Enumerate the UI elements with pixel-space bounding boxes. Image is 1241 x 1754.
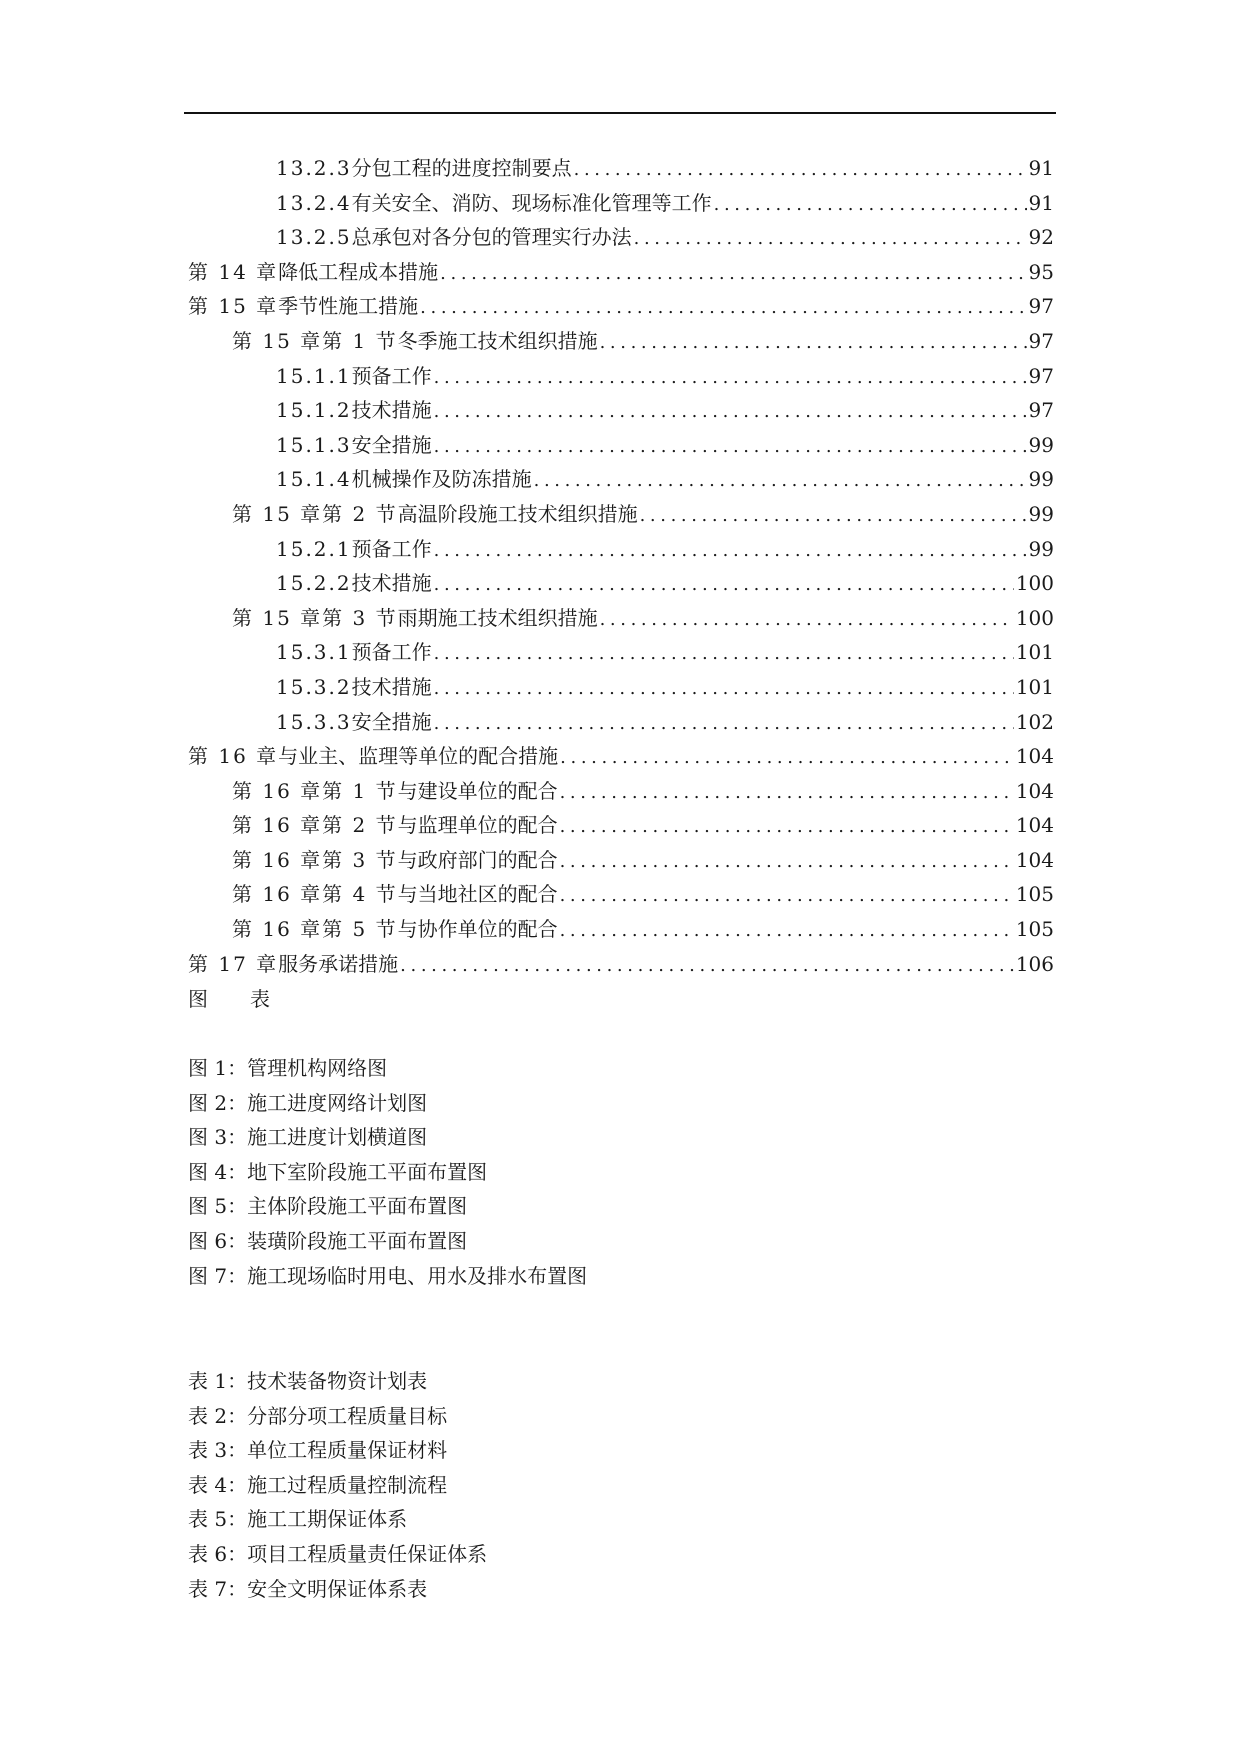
toc-entry-page: 99: [1028, 501, 1054, 526]
figure-list-item[interactable]: 图 2：施工进度网络计划图: [188, 1090, 428, 1115]
heading-tables: 表: [250, 987, 270, 1011]
toc-dot-leader: [714, 194, 1027, 215]
toc-dot-leader: [640, 505, 1027, 526]
toc-entry-page: 104: [1015, 778, 1054, 803]
table-list-item[interactable]: 表 6：项目工程质量责任保证体系: [188, 1541, 488, 1566]
toc-dot-leader: [434, 367, 1027, 388]
toc-dot-leader: [560, 885, 1014, 906]
toc-entry-number: 15.1.3: [276, 432, 352, 457]
toc-entry-number: 13.2.5: [276, 225, 352, 250]
toc-entry-page: 105: [1015, 882, 1054, 907]
toc-entry-title: 技术措施: [351, 571, 432, 596]
toc-entry-title: 与当地社区的配合: [397, 882, 558, 907]
figures-tables-heading: [188, 983, 270, 1012]
toc-entry-number: 15.3.3: [276, 709, 352, 734]
toc-entry[interactable]: [188, 878, 1054, 913]
table-of-contents: [188, 152, 1054, 982]
toc-entry-title: 预备工作: [351, 363, 432, 388]
toc-entry-page: 100: [1015, 605, 1054, 630]
toc-entry-number: 第 14 章: [188, 259, 279, 284]
toc-entry[interactable]: [188, 913, 1054, 948]
toc-entry-page: 104: [1015, 744, 1054, 769]
toc-entry-page: 105: [1015, 917, 1054, 942]
toc-dot-leader: [560, 920, 1014, 941]
toc-dot-leader: [400, 955, 1014, 976]
toc-entry[interactable]: [188, 498, 1054, 533]
toc-entry-number: 第 16 章第 4 节: [232, 882, 398, 907]
toc-entry-number: 第 16 章第 1 节: [232, 778, 398, 803]
toc-entry[interactable]: [188, 809, 1054, 844]
toc-entry-title: 与政府部门的配合: [397, 847, 558, 872]
toc-dot-leader: [434, 643, 1014, 664]
figure-list-item[interactable]: 图 3：施工进度计划横道图: [188, 1125, 428, 1150]
figure-list-item[interactable]: 图 1：管理机构网络图: [188, 1056, 388, 1080]
toc-entry[interactable]: [188, 152, 1054, 187]
toc-entry-number: 15.1.1: [276, 363, 352, 388]
toc-entry-number: 15.2.2: [276, 571, 352, 596]
toc-entry-number: 第 16 章第 3 节: [232, 847, 398, 872]
figure-list-item[interactable]: 图 6：装璜阶段施工平面布置图: [188, 1228, 468, 1253]
toc-entry[interactable]: [188, 463, 1054, 498]
toc-dot-leader: [434, 713, 1014, 734]
toc-entry-number: 15.1.4: [276, 467, 352, 492]
toc-entry-number: 第 15 章第 1 节: [232, 328, 398, 353]
figure-list-item[interactable]: 图 5：主体阶段施工平面布置图: [188, 1194, 468, 1219]
table-list-item[interactable]: 表 4：施工过程质量控制流程: [188, 1472, 448, 1497]
table-list-item[interactable]: 表 5：施工工期保证体系: [188, 1507, 408, 1532]
table-list-item[interactable]: 表 7：安全文明保证体系表: [188, 1576, 428, 1601]
toc-entry[interactable]: [188, 844, 1054, 879]
toc-entry-number: 15.3.1: [276, 640, 352, 665]
toc-entry[interactable]: [188, 256, 1054, 291]
toc-entry[interactable]: [188, 394, 1054, 429]
figure-list: [188, 1052, 587, 1294]
toc-entry-number: 第 15 章: [188, 294, 279, 319]
toc-dot-leader: [574, 159, 1027, 180]
table-list-item[interactable]: 表 3：单位工程质量保证材料: [188, 1438, 448, 1463]
toc-entry-title: 与业主、监理等单位的配合措施: [278, 744, 559, 769]
toc-entry-title: 分包工程的进度控制要点: [351, 156, 572, 180]
table-list-item[interactable]: 表 2：分部分项工程质量目标: [188, 1403, 448, 1428]
table-list-item[interactable]: 表 1：技术装备物资计划表: [188, 1369, 428, 1393]
toc-entry-number: 15.1.2: [276, 398, 352, 423]
heading-figures: 图: [188, 987, 208, 1011]
toc-entry-title: 总承包对各分包的管理实行办法: [351, 225, 632, 250]
toc-dot-leader: [434, 574, 1014, 595]
toc-entry-page: 104: [1015, 847, 1054, 872]
toc-entry-page: 99: [1028, 432, 1054, 457]
toc-dot-leader: [600, 332, 1027, 353]
toc-entry-page: 97: [1028, 328, 1054, 353]
toc-dot-leader: [434, 401, 1027, 422]
toc-entry-page: 95: [1028, 259, 1054, 284]
figure-list-item[interactable]: 图 7：施工现场临时用电、用水及排水布置图: [188, 1263, 588, 1288]
toc-entry-title: 冬季施工技术组织措施: [397, 328, 598, 353]
toc-entry-title: 雨期施工技术组织措施: [397, 605, 598, 630]
toc-entry-title: 与建设单位的配合: [397, 778, 558, 803]
toc-entry-title: 服务承诺措施: [278, 951, 399, 976]
toc-entry-title: 机械操作及防冻措施: [351, 467, 532, 492]
toc-dot-leader: [434, 540, 1027, 561]
toc-dot-leader: [560, 851, 1014, 872]
toc-entry-number: 第 16 章: [188, 744, 279, 769]
toc-entry[interactable]: [188, 636, 1054, 671]
toc-dot-leader: [634, 228, 1027, 249]
toc-entry-page: 97: [1028, 363, 1054, 388]
toc-entry[interactable]: [188, 325, 1054, 360]
figure-list-item[interactable]: 图 4：地下室阶段施工平面布置图: [188, 1159, 488, 1184]
toc-entry-title: 降低工程成本措施: [278, 259, 439, 284]
header-rule: [184, 112, 1056, 114]
toc-entry-page: 91: [1028, 156, 1054, 180]
toc-entry[interactable]: [188, 567, 1054, 602]
toc-entry-title: 季节性施工措施: [278, 294, 419, 319]
toc-entry[interactable]: [188, 602, 1054, 637]
toc-dot-leader: [560, 782, 1014, 803]
toc-entry-number: 第 17 章: [188, 951, 279, 976]
toc-entry-number: 第 16 章第 5 节: [232, 917, 398, 942]
toc-entry-page: 102: [1015, 709, 1054, 734]
toc-entry-number: 15.3.2: [276, 674, 352, 699]
toc-dot-leader: [534, 470, 1027, 491]
toc-entry-title: 与协作单位的配合: [397, 917, 558, 942]
table-list: [188, 1365, 487, 1607]
toc-entry-page: 99: [1028, 536, 1054, 561]
toc-entry[interactable]: [188, 429, 1054, 464]
toc-dot-leader: [434, 678, 1014, 699]
toc-dot-leader: [600, 609, 1014, 630]
toc-entry-page: 97: [1028, 398, 1054, 423]
toc-entry-number: 第 15 章第 3 节: [232, 605, 398, 630]
toc-entry[interactable]: [188, 740, 1054, 775]
toc-entry[interactable]: [188, 948, 1054, 983]
toc-dot-leader: [420, 297, 1026, 318]
toc-entry-number: 第 15 章第 2 节: [232, 501, 398, 526]
toc-entry-title: 预备工作: [351, 536, 432, 561]
toc-entry-page: 91: [1028, 190, 1054, 215]
toc-entry-title: 技术措施: [351, 398, 432, 423]
toc-entry-number: 第 16 章第 2 节: [232, 813, 398, 838]
toc-dot-leader: [560, 816, 1014, 837]
toc-entry-page: 101: [1015, 674, 1054, 699]
toc-entry-number: 15.2.1: [276, 536, 352, 561]
toc-entry[interactable]: [188, 671, 1054, 706]
toc-entry[interactable]: [188, 221, 1054, 256]
toc-entry-title: 预备工作: [351, 640, 432, 665]
toc-entry-title: 安全措施: [351, 432, 432, 457]
toc-entry-page: 101: [1015, 640, 1054, 665]
toc-dot-leader: [560, 747, 1014, 768]
toc-entry-number: 13.2.4: [276, 190, 352, 215]
toc-entry-page: 100: [1015, 571, 1054, 596]
toc-entry-page: 92: [1028, 225, 1054, 250]
toc-entry-title: 高温阶段施工技术组织措施: [397, 501, 638, 526]
toc-entry-title: 与监理单位的配合: [397, 813, 558, 838]
toc-entry-title: 安全措施: [351, 709, 432, 734]
toc-dot-leader: [440, 263, 1026, 284]
toc-entry[interactable]: [188, 706, 1054, 741]
toc-entry-page: 104: [1015, 813, 1054, 838]
toc-entry-page: 99: [1028, 467, 1054, 492]
toc-entry[interactable]: [188, 533, 1054, 568]
toc-entry-number: 13.2.3: [276, 156, 352, 180]
toc-entry-page: 106: [1015, 951, 1054, 976]
toc-entry[interactable]: [188, 360, 1054, 395]
toc-entry[interactable]: [188, 775, 1054, 810]
toc-entry-title: 技术措施: [351, 674, 432, 699]
toc-entry-page: 97: [1028, 294, 1054, 319]
toc-entry[interactable]: [188, 290, 1054, 325]
toc-entry-title: 有关安全、消防、现场标准化管理等工作: [351, 190, 712, 215]
toc-entry[interactable]: [188, 187, 1054, 222]
toc-dot-leader: [434, 436, 1027, 457]
